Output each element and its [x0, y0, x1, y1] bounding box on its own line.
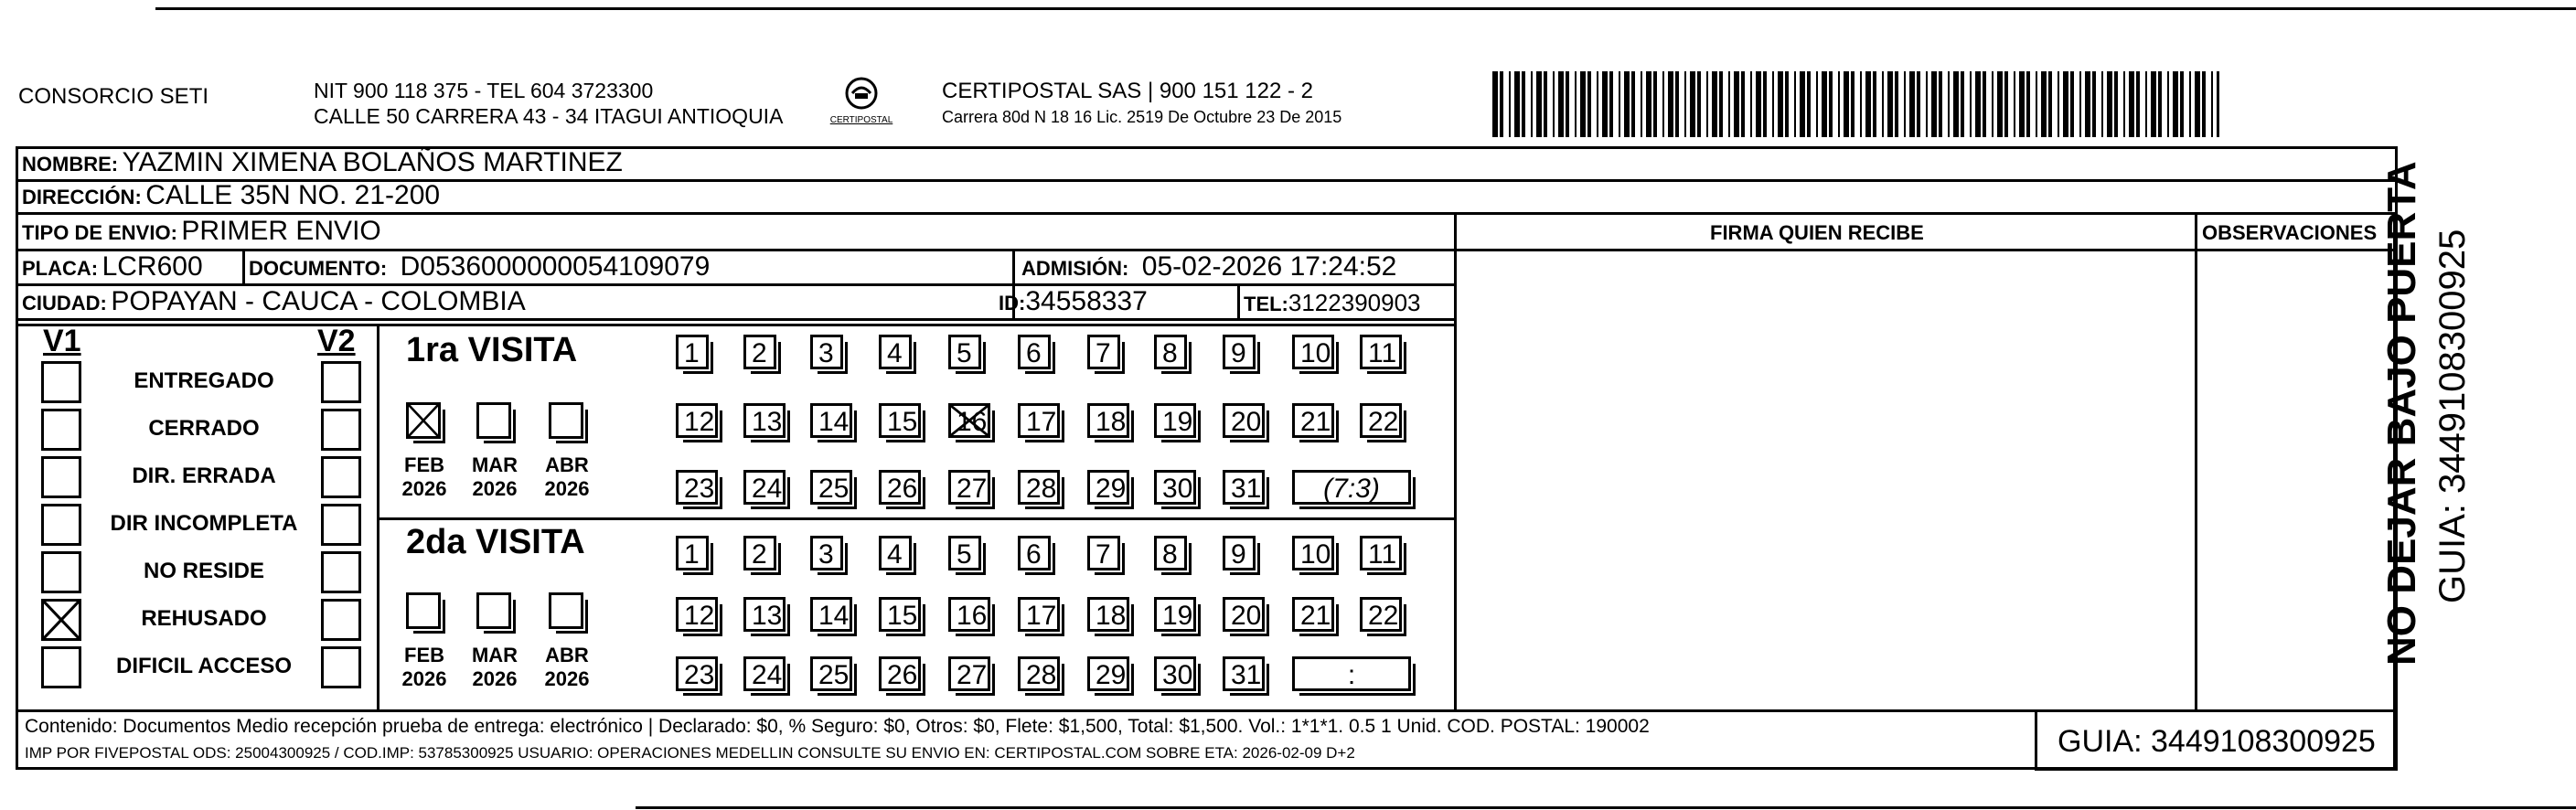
- day-box[interactable]: 22: [1360, 597, 1402, 632]
- certipostal-logo: [828, 75, 896, 130]
- day-box[interactable]: 29: [1087, 656, 1129, 691]
- day-box[interactable]: 3: [810, 335, 843, 369]
- barcode-bar: [1970, 71, 1972, 137]
- barcode-bar: [1684, 71, 1686, 137]
- barcode-bar: [2048, 71, 2052, 137]
- barcode-bar: [1558, 71, 1564, 137]
- day-box[interactable]: 28: [1018, 656, 1060, 691]
- day-box[interactable]: 7: [1087, 536, 1120, 570]
- barcode-bar: [2014, 71, 2015, 137]
- v1-label: V1: [43, 324, 81, 358]
- day-box[interactable]: 10: [1292, 536, 1334, 570]
- v2-checkbox[interactable]: [321, 599, 361, 641]
- v2-checkbox[interactable]: [321, 646, 361, 688]
- barcode-bar: [1728, 71, 1730, 137]
- barcode-bar: [1697, 71, 1701, 137]
- ciudad-field: [22, 286, 526, 317]
- day-box[interactable]: 16: [948, 597, 990, 632]
- barcode-bar: [1690, 71, 1695, 137]
- barcode-bar: [1602, 71, 1608, 137]
- v2-checkbox[interactable]: [321, 361, 361, 403]
- barcode-bar: [1778, 71, 1783, 137]
- day-box[interactable]: 16: [948, 403, 990, 438]
- admision-label: ADMISIÓN:: [1021, 257, 1129, 280]
- day-box[interactable]: 25: [810, 470, 852, 505]
- second-visit-title: 2da VISITA: [406, 523, 585, 561]
- placa-field: [22, 251, 203, 282]
- tipo-value: PRIMER ENVIO: [181, 216, 381, 246]
- v1-checkbox[interactable]: [41, 646, 81, 688]
- day-box[interactable]: 2: [743, 536, 776, 570]
- v1-checkbox[interactable]: [41, 551, 81, 593]
- placa-label: PLACA:: [22, 257, 99, 280]
- day-box[interactable]: 28: [1018, 470, 1060, 505]
- ciudad-value: POPAYAN - CAUCA - COLOMBIA: [111, 286, 526, 316]
- col-line: [2195, 212, 2197, 709]
- barcode-bar: [1926, 71, 1928, 137]
- barcode-bar: [2195, 71, 2200, 137]
- license-line: Carrera 80d N 18 16 Lic. 2519 De Octubre 23 De 2015: [942, 108, 1342, 126]
- day-box[interactable]: 15: [879, 403, 921, 438]
- barcode-bar: [2092, 71, 2096, 137]
- visit-month-label: ABR 2026: [544, 453, 590, 500]
- day-box[interactable]: 17: [1018, 403, 1060, 438]
- barcode-bar: [2114, 71, 2118, 137]
- day-box[interactable]: 21: [1292, 597, 1334, 632]
- barcode-bar: [1800, 71, 1805, 137]
- barcode-bar: [1865, 71, 1871, 137]
- visit-month-checkbox[interactable]: [549, 402, 583, 439]
- day-box[interactable]: 23: [676, 470, 718, 505]
- barcode-bar: [2129, 71, 2134, 137]
- v1-checkbox[interactable]: [41, 361, 81, 403]
- barcode-bar: [2036, 71, 2037, 137]
- barcode-bar: [1706, 71, 1708, 137]
- row-line: [377, 517, 1454, 520]
- barcode-bar: [1553, 71, 1555, 137]
- day-box[interactable]: 22: [1360, 403, 1402, 438]
- day-box[interactable]: 8: [1154, 536, 1187, 570]
- barcode-bar: [1756, 71, 1761, 137]
- barcode-bar: [1807, 71, 1811, 137]
- id-field: [999, 286, 1148, 317]
- visit-month-label: ABR 2026: [544, 644, 590, 690]
- barcode-bar: [1882, 71, 1884, 137]
- day-box[interactable]: 14: [810, 597, 852, 632]
- barcode-bar: [1992, 71, 1993, 137]
- firma-header: FIRMA QUIEN RECIBE: [1710, 221, 1924, 244]
- day-box[interactable]: 14: [810, 403, 852, 438]
- barcode-bar: [1763, 71, 1767, 137]
- logo-text: CERTIPOSTAL: [829, 115, 893, 125]
- v2-checkbox[interactable]: [321, 504, 361, 546]
- barcode-bar: [1939, 71, 1942, 137]
- barcode-bar: [1961, 71, 1964, 137]
- top-rule: [155, 7, 2576, 10]
- visit-month-checkbox[interactable]: [406, 592, 441, 629]
- barcode-bar: [1838, 71, 1840, 137]
- barcode-bar: [1844, 71, 1849, 137]
- day-box[interactable]: 1: [676, 335, 709, 369]
- barcode-bar: [1619, 71, 1620, 137]
- barcode-bar: [1741, 71, 1745, 137]
- status-label: DIFICIL ACCESO: [115, 654, 292, 678]
- row-line: [16, 709, 2398, 712]
- barcode-bar: [1646, 71, 1651, 137]
- barcode-bar: [2058, 71, 2059, 137]
- day-box[interactable]: 9: [1223, 536, 1256, 570]
- status-label: CERRADO: [148, 416, 260, 441]
- status-label: REHUSADO: [141, 606, 267, 631]
- barcode-bar: [1829, 71, 1833, 137]
- direccion-field: [22, 180, 440, 211]
- row-line: [16, 324, 1454, 326]
- barcode-bar: [2063, 71, 2068, 137]
- day-box[interactable]: 19: [1154, 597, 1196, 632]
- bottom-rule: [636, 806, 2576, 809]
- footer-impresion: IMP POR FIVEPOSTAL ODS: 25004300925 / COD.IMP: 53785300925 USUARIO: OPERACIONES MEDELLIN CONSULTE SU ENVIO EN: CERTIPOSTAL.COM SOBRE ETA: 2026-02-09 D+2: [25, 744, 1355, 762]
- day-box[interactable]: 4: [879, 536, 912, 570]
- first-visit-title: 1ra VISITA: [406, 331, 578, 369]
- barcode-bar: [1641, 71, 1642, 137]
- barcode-bar: [1514, 71, 1520, 137]
- barcode-bar: [1909, 71, 1915, 137]
- time-box[interactable]: :: [1292, 656, 1411, 691]
- barcode-bar: [1631, 71, 1635, 137]
- footer-contents: Contenido: Documentos Medio recepción prueba de entrega: electrónico | Declarado: $0, % Seguro: $0, Otros: $0, Flete: $1,500, Total: $1,500. Vol.: 1*1*1. 0.5 1 Unid. COD. POSTAL: 190002: [25, 716, 1650, 737]
- barcode-bar: [1587, 71, 1591, 137]
- address-line: CALLE 50 CARRERA 43 - 34 ITAGUI ANTIOQUIA: [314, 104, 784, 128]
- barcode-bar: [1522, 71, 1525, 137]
- visit-month-label: FEB 2026: [401, 644, 447, 690]
- documento-value: D0536000000054109079: [400, 251, 711, 282]
- barcode-bar: [1931, 71, 1937, 137]
- day-box[interactable]: 1: [676, 536, 709, 570]
- day-box[interactable]: 18: [1087, 597, 1129, 632]
- no-dejar-bajo-puerta: NO DEJAR BAJO PUERTA: [2379, 161, 2424, 666]
- barcode-bar: [1997, 71, 2003, 137]
- barcode-bar: [1668, 71, 1673, 137]
- barcode-bar: [2217, 71, 2219, 137]
- barcode-bar: [1975, 71, 1981, 137]
- ciudad-label: CIUDAD:: [22, 292, 107, 314]
- barcode-bar: [2101, 71, 2103, 137]
- day-box[interactable]: 17: [1018, 597, 1060, 632]
- day-box[interactable]: 20: [1223, 403, 1265, 438]
- day-box[interactable]: 11: [1360, 536, 1402, 570]
- nombre-label: NOMBRE:: [22, 153, 119, 176]
- barcode-bar: [1983, 71, 1986, 137]
- day-box[interactable]: 30: [1154, 656, 1196, 691]
- barcode-bar: [1860, 71, 1862, 137]
- day-box[interactable]: 26: [879, 470, 921, 505]
- day-box[interactable]: 13: [743, 597, 786, 632]
- day-box[interactable]: 12: [676, 597, 718, 632]
- barcode-bar: [2004, 71, 2008, 137]
- day-box[interactable]: 31: [1223, 470, 1265, 505]
- barcode-bar: [2151, 71, 2156, 137]
- day-box[interactable]: 5: [948, 335, 981, 369]
- barcode-bar: [1509, 71, 1511, 137]
- day-box[interactable]: 20: [1223, 597, 1265, 632]
- barcode-bar: [1785, 71, 1789, 137]
- status-label: NO RESIDE: [143, 559, 265, 583]
- time-box[interactable]: (7:3): [1292, 470, 1411, 505]
- guia-box-text: GUIA: 3449108300925: [2058, 724, 2376, 759]
- v2-checkbox[interactable]: [321, 409, 361, 451]
- visit-month-checkbox[interactable]: [476, 592, 511, 629]
- barcode-bar: [1953, 71, 1959, 137]
- status-label: ENTREGADO: [134, 368, 274, 393]
- day-box[interactable]: 24: [743, 656, 786, 691]
- barcode-bar: [2136, 71, 2140, 137]
- barcode-bar: [1653, 71, 1657, 137]
- day-box[interactable]: 21: [1292, 403, 1334, 438]
- barcode-bar: [2145, 71, 2147, 137]
- day-box[interactable]: 15: [879, 597, 921, 632]
- direccion-label: DIRECCIÓN:: [22, 186, 142, 208]
- barcode-bar: [1851, 71, 1855, 137]
- barcode-bar: [1536, 71, 1542, 137]
- barcode-bar: [2173, 71, 2178, 137]
- day-box[interactable]: 29: [1087, 470, 1129, 505]
- barcode-bar: [2180, 71, 2184, 137]
- day-box[interactable]: 23: [676, 656, 718, 691]
- row-line: [2035, 768, 2398, 771]
- tipo-label: TIPO DE ENVIO:: [22, 221, 177, 244]
- day-box[interactable]: 30: [1154, 470, 1196, 505]
- documento-label: DOCUMENTO:: [249, 257, 388, 280]
- barcode-bar: [2070, 71, 2074, 137]
- tel-label: TEL:: [1244, 293, 1288, 315]
- status-label: DIR. ERRADA: [132, 464, 276, 488]
- v2-label: V2: [317, 324, 356, 358]
- nombre-value: YAZMIN XIMENA BOLAÑOS MARTINEZ: [122, 147, 623, 177]
- barcode-bar: [1566, 71, 1569, 137]
- company-name: CONSORCIO SETI: [18, 84, 209, 109]
- day-box[interactable]: 3: [810, 536, 843, 570]
- admision-field: [1021, 251, 1396, 282]
- barcode-bar: [1531, 71, 1533, 137]
- id-label: ID:: [999, 292, 1026, 314]
- barcode-bar: [2085, 71, 2090, 137]
- barcode-bar: [2107, 71, 2112, 137]
- barcode-bar: [1794, 71, 1796, 137]
- tel-value: 3122390903: [1288, 289, 1421, 316]
- col-line: [1454, 212, 1457, 709]
- visit-month-label: FEB 2026: [401, 453, 447, 500]
- day-box[interactable]: 9: [1223, 335, 1256, 369]
- day-box[interactable]: 6: [1018, 335, 1051, 369]
- barcode-bar: [1772, 71, 1774, 137]
- day-box[interactable]: 27: [948, 656, 990, 691]
- v1-checkbox[interactable]: [41, 599, 81, 641]
- barcode-bar: [1712, 71, 1717, 137]
- visit-month-checkbox[interactable]: [406, 402, 441, 439]
- day-box[interactable]: 7: [1087, 335, 1120, 369]
- visit-month-label: MAR 2026: [471, 644, 518, 690]
- day-box[interactable]: 2: [743, 335, 776, 369]
- barcode-bar: [1904, 71, 1906, 137]
- day-box[interactable]: 31: [1223, 656, 1265, 691]
- barcode-bar: [1917, 71, 1920, 137]
- nit-line: NIT 900 118 375 - TEL 604 3723300: [314, 79, 654, 102]
- direccion-value: CALLE 35N NO. 21-200: [145, 180, 441, 210]
- barcode-bar: [2189, 71, 2191, 137]
- barcode-bar: [1624, 71, 1630, 137]
- placa-value: LCR600: [102, 251, 203, 282]
- barcode-bar: [2079, 71, 2081, 137]
- day-box[interactable]: 8: [1154, 335, 1187, 369]
- nombre-field: [22, 147, 623, 178]
- barcode-bar: [1675, 71, 1679, 137]
- visit-month-checkbox[interactable]: [476, 402, 511, 439]
- row-line: [16, 318, 1454, 321]
- observaciones-header: OBSERVACIONES: [2202, 221, 2378, 244]
- barcode-bar: [2158, 71, 2162, 137]
- col-line: [2035, 709, 2037, 770]
- barcode-bar: [1719, 71, 1723, 137]
- barcode-bar: [1822, 71, 1827, 137]
- barcode-bar: [2123, 71, 2125, 137]
- carrier-line: CERTIPOSTAL SAS | 900 151 122 - 2: [942, 79, 1313, 103]
- barcode-bar: [1948, 71, 1950, 137]
- barcode-bar: [1500, 71, 1503, 137]
- barcode-bar: [2211, 71, 2213, 137]
- v1-checkbox[interactable]: [41, 504, 81, 546]
- day-box[interactable]: 6: [1018, 536, 1051, 570]
- day-box[interactable]: 25: [810, 656, 852, 691]
- visit-month-label: MAR 2026: [471, 453, 518, 500]
- day-box[interactable]: 12: [676, 403, 718, 438]
- day-box[interactable]: 13: [743, 403, 786, 438]
- tipo-field: [22, 216, 381, 247]
- barcode-bar: [1597, 71, 1598, 137]
- day-box[interactable]: 11: [1360, 335, 1402, 369]
- barcode-bar: [1816, 71, 1818, 137]
- id-value: 34558337: [1025, 286, 1148, 316]
- col-line: [242, 249, 245, 283]
- barcode-bar: [1580, 71, 1586, 137]
- barcode-bar: [1575, 71, 1577, 137]
- status-label: DIR INCOMPLETA: [110, 511, 298, 536]
- barcode-bar: [1544, 71, 1547, 137]
- barcode-bar: [1734, 71, 1739, 137]
- barcode-bar: [2026, 71, 2030, 137]
- side-guia: GUIA: 3449108300925: [2432, 229, 2473, 603]
- v2-checkbox[interactable]: [321, 551, 361, 593]
- day-box[interactable]: 24: [743, 470, 786, 505]
- barcode-bar: [1662, 71, 1664, 137]
- barcode-bar: [2041, 71, 2047, 137]
- day-box[interactable]: 5: [948, 536, 981, 570]
- v1-checkbox[interactable]: [41, 456, 81, 498]
- day-box[interactable]: 4: [879, 335, 912, 369]
- day-box[interactable]: 19: [1154, 403, 1196, 438]
- barcode-bar: [2019, 71, 2025, 137]
- barcode-bar: [1895, 71, 1898, 137]
- day-box[interactable]: 18: [1087, 403, 1129, 438]
- col-line: [1237, 283, 1240, 318]
- day-box[interactable]: 27: [948, 470, 990, 505]
- documento-field: [249, 251, 710, 282]
- barcode-bar: [1887, 71, 1893, 137]
- admision-value: 05-02-2026 17:24:52: [1141, 251, 1397, 282]
- day-box[interactable]: 10: [1292, 335, 1334, 369]
- barcode-bar: [1873, 71, 1876, 137]
- day-box[interactable]: 26: [879, 656, 921, 691]
- barcode-bar: [2167, 71, 2169, 137]
- barcode-bar: [2202, 71, 2206, 137]
- barcode: [1492, 71, 2219, 137]
- v2-checkbox[interactable]: [321, 456, 361, 498]
- tel-field: [1244, 289, 1421, 317]
- visit-month-checkbox[interactable]: [549, 592, 583, 629]
- barcode-bar: [1492, 71, 1498, 137]
- v1-checkbox[interactable]: [41, 409, 81, 451]
- barcode-bar: [1609, 71, 1613, 137]
- row-line: [16, 212, 2398, 215]
- barcode-bar: [1750, 71, 1752, 137]
